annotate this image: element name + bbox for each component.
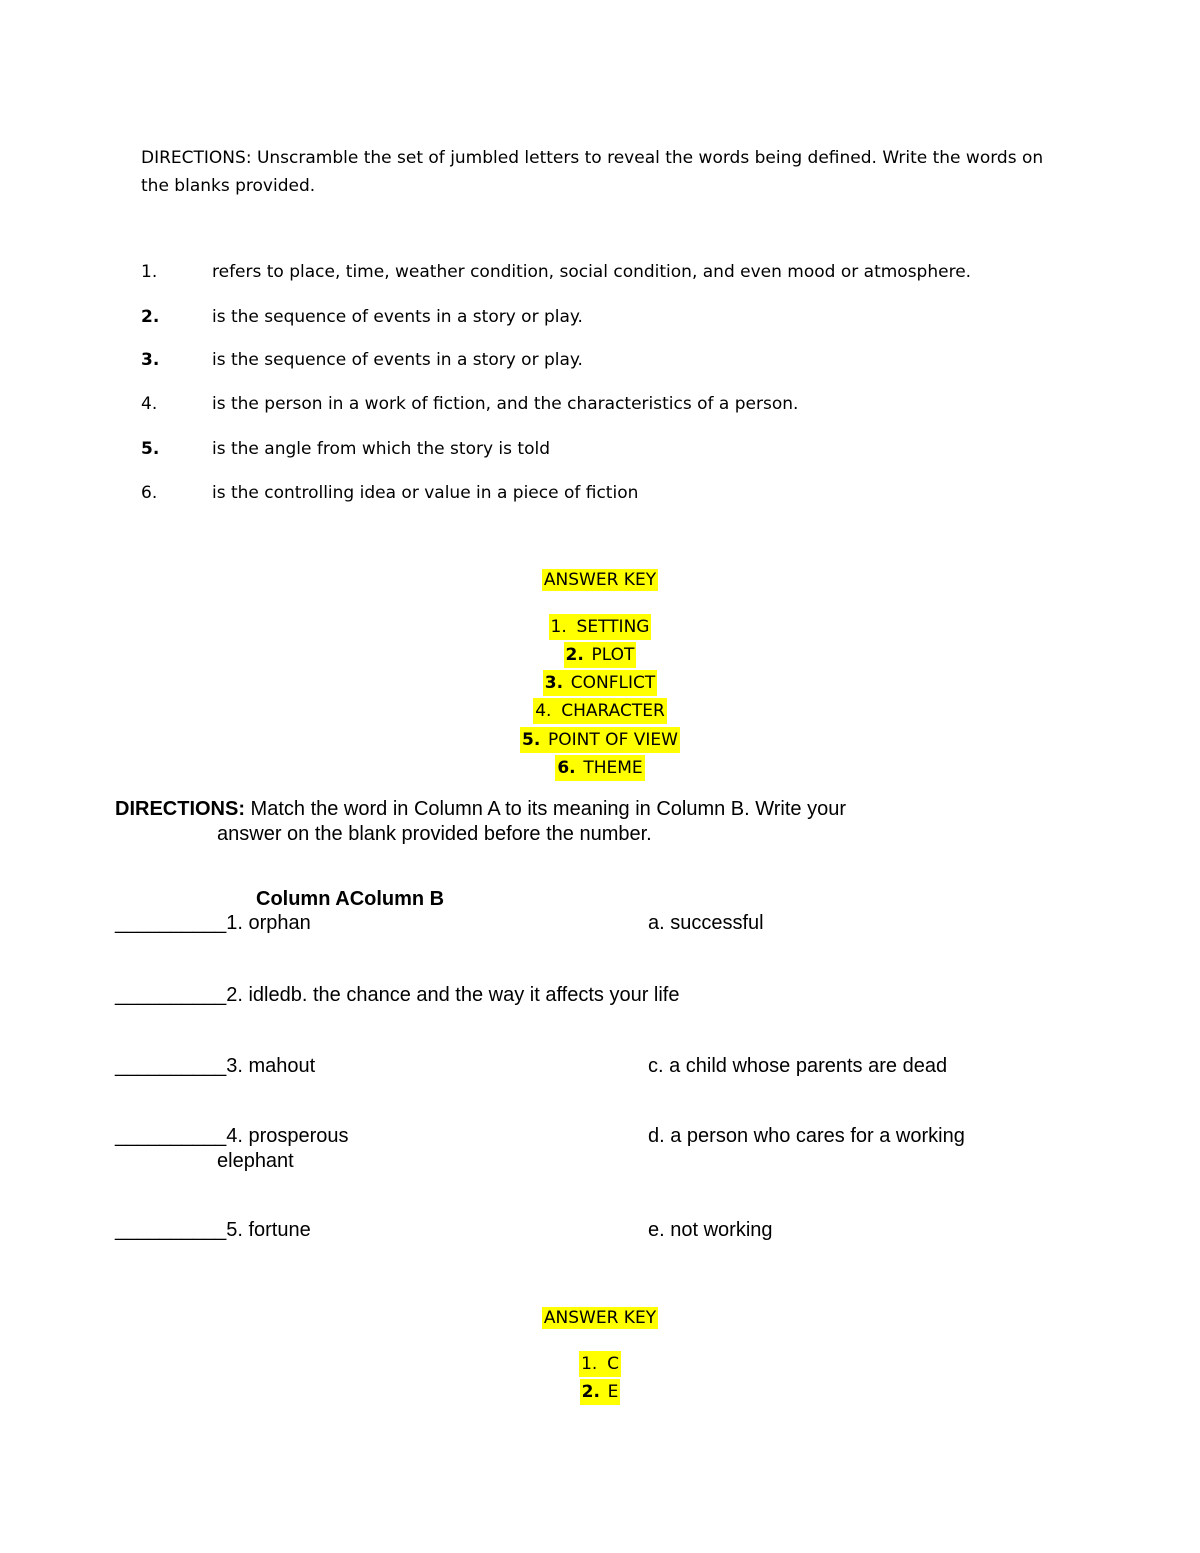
answer-item: [549, 614, 652, 640]
answer-row: [0, 642, 1200, 668]
answer-number: 3.: [544, 673, 564, 693]
column-a-word: 4. prosperous: [226, 1125, 349, 1147]
answer-number: 6.: [557, 758, 576, 778]
part1-directions: DIRECTIONS: Unscramble the set of jumbled letters to reveal the words being defined. Write the words on the blanks provided.: [141, 148, 1044, 196]
answer-row: [0, 698, 1200, 724]
match-row-a: [115, 1219, 311, 1242]
part2-directions: [115, 798, 846, 821]
answer-item: [520, 727, 680, 753]
answer-number: 1.: [581, 1354, 598, 1374]
definition-number: 4.: [141, 394, 158, 414]
answer-row: [0, 670, 1200, 696]
column-b-meaning: c. a child whose parents are dead: [648, 1055, 948, 1077]
answer-item: [533, 698, 667, 724]
match-row-a: [115, 984, 679, 1007]
definition-number: 6.: [141, 483, 158, 503]
answer-number: 5.: [522, 730, 541, 750]
column-b-meaning: d. a person who cares for a working: [648, 1125, 965, 1147]
answer-word: POINT OF VIEW: [548, 730, 678, 750]
directions-text: Match the word in Column A to its meaning in Column B. Write your: [245, 798, 847, 820]
definition-text: refers to place, time, weather condition, social condition, and even mood or atmosphere.: [212, 262, 972, 282]
answer-blank: __________: [115, 1125, 227, 1147]
definition-text: is the angle from which the story is told: [212, 439, 550, 459]
column-a-word: 5. fortune: [226, 1219, 311, 1241]
answer-blank: __________: [115, 984, 227, 1006]
answer-blank: __________: [115, 1055, 227, 1077]
answer-letter: E: [607, 1382, 619, 1402]
answer-number: 1.: [550, 617, 567, 637]
directions-label: DIRECTIONS:: [115, 798, 245, 820]
answer-number: 2.: [581, 1382, 600, 1402]
answer-row: [0, 614, 1200, 640]
columns-header: Column AColumn B: [256, 888, 445, 910]
answer-item: [555, 755, 644, 781]
column-a-word: 1. orphan: [226, 912, 311, 934]
answer-item: [579, 1351, 621, 1377]
answer-letter: C: [607, 1354, 619, 1374]
answer-blank: __________: [115, 1219, 227, 1241]
answer-word: THEME: [583, 758, 643, 778]
column-a-word: 2. idledb. the chance and the way it affects your life: [226, 984, 680, 1006]
definition-text: is the person in a work of fiction, and the characteristics of a person.: [212, 394, 799, 414]
answer-word: SETTING: [576, 617, 650, 637]
answer-item: [543, 670, 658, 696]
answer-word: PLOT: [591, 645, 635, 665]
column-b-meaning: e. not working: [648, 1219, 773, 1241]
match-row-a: [115, 1125, 349, 1148]
definition-text: is the controlling idea or value in a piece of fiction: [212, 483, 639, 503]
definition-text: is the sequence of events in a story or play.: [212, 350, 583, 370]
answer-item: [564, 642, 637, 668]
column-b-meaning: a. successful: [648, 912, 764, 934]
definition-number: 1.: [141, 262, 158, 282]
definition-number: 3.: [141, 350, 160, 370]
answer-blank: __________: [115, 912, 227, 934]
answer-word: CHARACTER: [561, 701, 665, 721]
answer-number: 4.: [535, 701, 552, 721]
column-a-word: 3. mahout: [226, 1055, 316, 1077]
column-b-continuation: elephant: [217, 1150, 294, 1172]
answer-key-title-row: [0, 1307, 1200, 1329]
match-row-a: [115, 912, 311, 935]
match-row-a: [115, 1055, 315, 1078]
definition-number: 5.: [141, 439, 160, 459]
definition-number: 2.: [141, 307, 160, 327]
definition-text: is the sequence of events in a story or play.: [212, 307, 583, 327]
answer-row: [0, 1351, 1200, 1377]
part2-directions-line2: answer on the blank provided before the number.: [217, 823, 652, 845]
answer-number: 2.: [565, 645, 584, 665]
answer-row: [0, 755, 1200, 781]
answer-row: [0, 727, 1200, 753]
answer-key-1: [0, 569, 1200, 591]
answer-word: CONFLICT: [570, 673, 656, 693]
answer-key-title: ANSWER KEY: [543, 570, 657, 590]
answer-item: [580, 1379, 621, 1405]
answer-key-title: ANSWER KEY: [543, 1308, 657, 1328]
answer-row: [0, 1379, 1200, 1405]
